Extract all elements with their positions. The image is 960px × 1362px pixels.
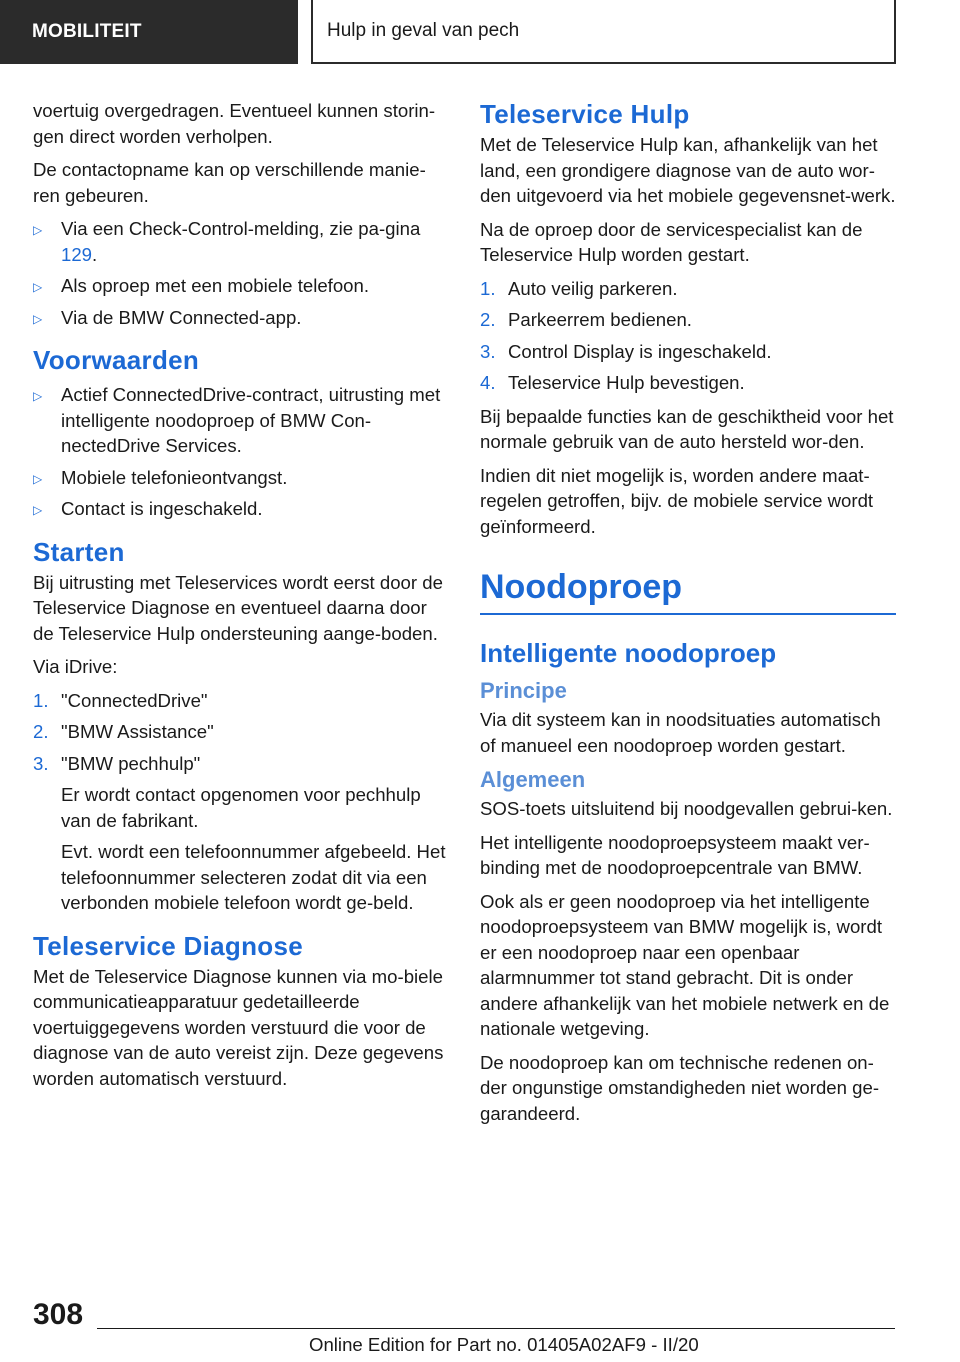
triangle-bullet-icon: ▷	[33, 311, 43, 326]
paragraph: Via iDrive:	[33, 656, 118, 677]
left-column	[33, 98, 447, 1099]
chapter-title: Hulp in geval van pech	[327, 20, 520, 41]
step-item: 2. "BMW Assistance"	[33, 719, 447, 745]
heading-intelligente-noodoproep: Intelligente noodoproep	[480, 638, 777, 668]
list-item: ▷ Actief ConnectedDrive-contract, uitrusting met intelligente noodoproep of BMW Con-nectedDrive Services.	[33, 384, 441, 456]
starten-steps	[33, 688, 447, 916]
step-item: 1. "ConnectedDrive"	[33, 688, 447, 714]
hulp-steps	[480, 276, 896, 396]
list-item: ▷ Als oproep met een mobiele telefoon.	[33, 273, 447, 299]
heading-noodoproep: Noodoproep	[480, 565, 896, 615]
list-item: ▷ Via de BMW Connected-app.	[33, 305, 447, 331]
list-item: ▷ Contact is ingeschakeld.	[33, 496, 447, 522]
paragraph: Bij uitrusting met Teleservices wordt eerst door de Teleservice Diagnose en eventueel daarna door de Teleservice Hulp ondersteuning aange-boden.	[33, 571, 443, 644]
paragraph: Via dit systeem kan in noodsituaties automatisch of manueel een noodoproep worden gestart.	[480, 709, 881, 756]
step-number: 1.	[480, 277, 496, 299]
step-item: 1. Auto veilig parkeren.	[480, 276, 896, 302]
footer-edition: Online Edition for Part no. 01405A02AF9 - II/20	[309, 1334, 699, 1355]
step-item: 3. Control Display is ingeschakeld.	[480, 339, 896, 365]
heading-starten: Starten	[33, 536, 125, 567]
page-number: 308	[33, 1298, 84, 1331]
step-number: 2.	[480, 309, 496, 330]
section-title: MOBILITEIT	[32, 21, 142, 42]
step-detail: Er wordt contact opgenomen voor pechhulp van de fabrikant.	[61, 784, 421, 831]
header-chapter	[311, 0, 896, 64]
step-item: 3. "BMW pechhulp" Er wordt contact opgenomen voor pechhulp van de fabrikant. Evt. wordt een telefoonnummer afgebeeld. Het telefoonnummer selecteren zodat dit via een verbonden mobiele telefoon wordt ge-beld.	[33, 751, 447, 916]
triangle-bullet-icon: ▷	[33, 223, 43, 237]
step-item: 2. Parkeerrem bedienen.	[480, 307, 896, 333]
paragraph: Na de oproep door de servicespecialist kan de Teleservice Hulp worden gestart.	[480, 218, 863, 265]
paragraph: Met de Teleservice Diagnose kunnen via mo-biele communicatieapparatuur gedetailleerde voertuiggegevens worden verstuurd die voor de diagnose van de auto vereist zijn. Deze gegevens worden automatisch verstuurd.	[33, 965, 444, 1089]
triangle-bullet-icon: ▷	[33, 503, 43, 517]
footer-divider	[97, 1328, 895, 1329]
paragraph: Indien dit niet mogelijk is, worden andere maat-regelen getroffen, bijv. de mobiele service wordt geïnformeerd.	[480, 464, 874, 537]
list-item: ▷ Via een Check-Control-melding, zie pa-gina 129.	[33, 218, 421, 265]
triangle-bullet-icon: ▷	[33, 389, 43, 403]
triangle-bullet-icon: ▷	[33, 280, 43, 294]
paragraph: Met de Teleservice Hulp kan, afhankelijk van het land, een grondigere diagnose van de auto wor-den uitgevoerd via het mobiele gegevensnet-werk.	[480, 134, 896, 206]
paragraph: SOS-toets uitsluitend bij noodgevallen gebrui-ken.	[480, 798, 893, 819]
heading-teleservice-diagnose: Teleservice Diagnose	[33, 930, 303, 961]
heading-algemeen: Algemeen	[480, 767, 586, 792]
page-link[interactable]: 129	[61, 243, 93, 265]
header-section	[0, 0, 298, 64]
right-column	[480, 98, 896, 1134]
step-number: 3.	[480, 340, 496, 362]
paragraph: De noodoproep kan om technische redenen on-der ongunstige omstandigheden niet worden ge-garandeerd.	[480, 1051, 880, 1124]
paragraph: voertuig overgedragen. Eventueel kunnen storin-gen direct worden verholpen.	[33, 100, 436, 147]
paragraph: Het intelligente noodoproepsysteem maakt ver-binding met de noodoproepcentrale van BMW.	[480, 831, 870, 878]
contact-list	[33, 216, 447, 330]
paragraph: Bij bepaalde functies kan de geschiktheid voor het normale gebruik van de auto hersteld wor-den.	[480, 405, 894, 452]
paragraph: De contactopname kan op verschillende manie-ren gebeuren.	[33, 159, 426, 206]
step-number: 1.	[33, 689, 49, 711]
voorwaarden-list	[33, 382, 447, 522]
list-item: ▷ Mobiele telefonieontvangst.	[33, 465, 447, 491]
step-item: 4. Teleservice Hulp bevestigen.	[480, 370, 896, 396]
step-number: 4.	[480, 372, 496, 393]
paragraph: Ook als er geen noodoproep via het intelligente noodoproepsysteem van BMW mogelijk is, wordt er een noodoproep naar een openbaar alarmnummer tot stand gebracht. Dit is onder andere afhankelijk van het mobiele netwerk en de nationale wetgeving.	[480, 890, 890, 1039]
heading-voorwaarden: Voorwaarden	[33, 345, 200, 375]
triangle-bullet-icon: ▷	[33, 471, 43, 486]
heading-teleservice-hulp: Teleservice Hulp	[480, 99, 690, 129]
heading-principe: Principe	[480, 678, 567, 703]
step-number: 3.	[33, 752, 49, 774]
step-detail: Evt. wordt een telefoonnummer afgebeeld. Het telefoonnummer selecteren zodat dit via een verbonden mobiele telefoon wordt ge-beld.	[61, 841, 446, 913]
step-number: 2.	[33, 721, 49, 742]
